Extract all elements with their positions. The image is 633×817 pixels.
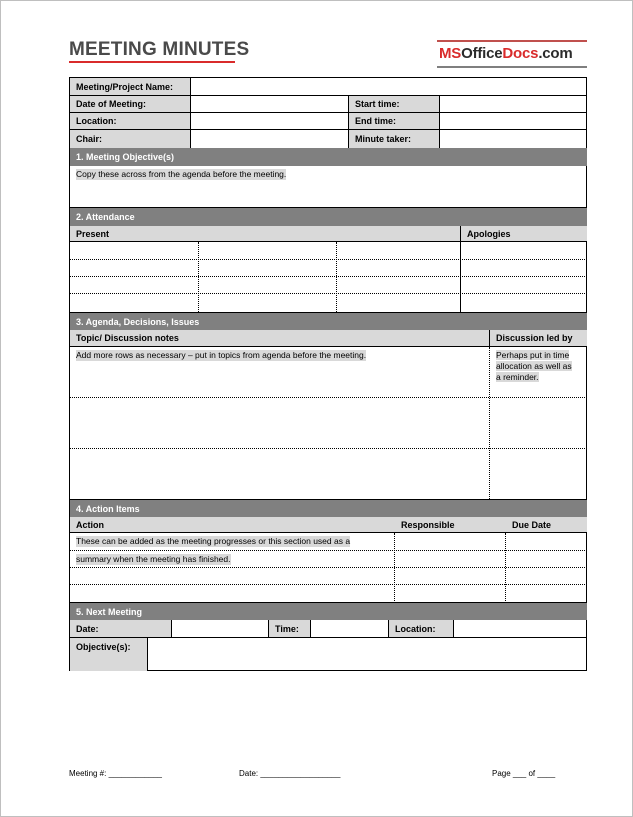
- actions-col-divider: [394, 533, 395, 603]
- actions-col-divider: [505, 533, 506, 603]
- objectives-field[interactable]: [70, 166, 587, 208]
- next-location-label: Location:: [389, 620, 454, 638]
- title-underline: [69, 61, 235, 63]
- responsible-header: Responsible: [395, 517, 506, 532]
- next-time-field[interactable]: [311, 620, 389, 638]
- start-time-field[interactable]: [440, 96, 587, 113]
- next-objectives-label: Objective(s):: [70, 638, 148, 671]
- attendance-grid[interactable]: [70, 242, 587, 312]
- logo-ms: MS: [439, 45, 462, 62]
- chair-label: Chair:: [70, 130, 191, 148]
- section-actions-heading: 4. Action Items: [70, 499, 587, 517]
- date-label: Date of Meeting:: [70, 96, 191, 113]
- end-time-field[interactable]: [440, 113, 587, 130]
- attendance-col-divider: [460, 242, 461, 312]
- minute-taker-field[interactable]: [440, 130, 587, 148]
- actions-row-divider: [70, 567, 587, 568]
- project-name-label: Meeting/Project Name:: [70, 78, 191, 96]
- chair-field[interactable]: [191, 130, 349, 148]
- logo-text: [439, 45, 573, 62]
- actions-grid[interactable]: [70, 532, 587, 602]
- minutes-form: [69, 77, 587, 671]
- project-name-field[interactable]: [191, 78, 587, 96]
- action-header: Action: [70, 517, 395, 532]
- actions-hint-line-2: summary when the meeting has finished.: [76, 554, 231, 564]
- agenda-grid[interactable]: [70, 347, 587, 499]
- section-objectives-heading: 1. Meeting Objective(s): [70, 148, 587, 166]
- section-next-meeting-heading: 5. Next Meeting: [70, 602, 587, 620]
- section-agenda-heading: 3. Agenda, Decisions, Issues: [70, 312, 587, 330]
- logo-docs: Docs: [502, 45, 539, 62]
- attendance-col-divider: [198, 242, 199, 312]
- brand-logo: [437, 40, 587, 70]
- agenda-led-hint-line: Perhaps put in time: [496, 350, 570, 360]
- attendance-row-divider: [70, 259, 587, 260]
- actions-row-divider: [70, 550, 587, 551]
- location-label: Location:: [70, 113, 191, 130]
- agenda-led-hint-line: a reminder.: [496, 372, 539, 382]
- logo-top-rule: [437, 40, 587, 42]
- footer-date: Date: __________________: [239, 769, 341, 778]
- section-attendance-heading: 2. Attendance: [70, 208, 587, 226]
- attendance-row-divider: [70, 276, 587, 277]
- next-date-label: Date:: [70, 620, 172, 638]
- next-time-label: Time:: [269, 620, 311, 638]
- apologies-header: Apologies: [461, 226, 587, 242]
- end-time-label: End time:: [349, 113, 440, 130]
- next-location-field[interactable]: [454, 620, 587, 638]
- actions-row-divider: [70, 584, 587, 585]
- location-field[interactable]: [191, 113, 349, 130]
- agenda-led-hint: [496, 350, 586, 383]
- actions-hint-line-1: These can be added as the meeting progresses or this section used as a: [76, 536, 351, 546]
- footer-meeting-number: Meeting #: ____________: [69, 769, 162, 778]
- due-date-header: Due Date: [506, 517, 587, 532]
- agenda-col-divider: [489, 347, 490, 499]
- attendance-row-divider: [70, 293, 587, 294]
- start-time-label: Start time:: [349, 96, 440, 113]
- agenda-topic-hint: Add more rows as necessary – put in topics from agenda before the meeting.: [76, 350, 367, 360]
- document-title: MEETING MINUTES: [69, 39, 250, 60]
- attendance-col-divider: [336, 242, 337, 312]
- logo-bottom-rule: [437, 66, 587, 68]
- objectives-hint: Copy these across from the agenda before the meeting.: [76, 169, 287, 179]
- next-objectives-field[interactable]: [148, 638, 587, 671]
- present-header: Present: [70, 226, 461, 242]
- agenda-row-divider: [70, 397, 587, 398]
- agenda-led-hint-line: allocation as well as: [496, 361, 572, 371]
- next-date-field[interactable]: [172, 620, 269, 638]
- date-field[interactable]: [191, 96, 349, 113]
- logo-com: .com: [538, 45, 573, 62]
- topic-header: Topic/ Discussion notes: [70, 330, 490, 347]
- agenda-row-divider: [70, 448, 587, 449]
- footer-page-number: Page ___ of ____: [492, 769, 556, 778]
- minute-taker-label: Minute taker:: [349, 130, 440, 148]
- logo-office: Office: [461, 45, 503, 62]
- discussion-led-header: Discussion led by: [490, 330, 587, 347]
